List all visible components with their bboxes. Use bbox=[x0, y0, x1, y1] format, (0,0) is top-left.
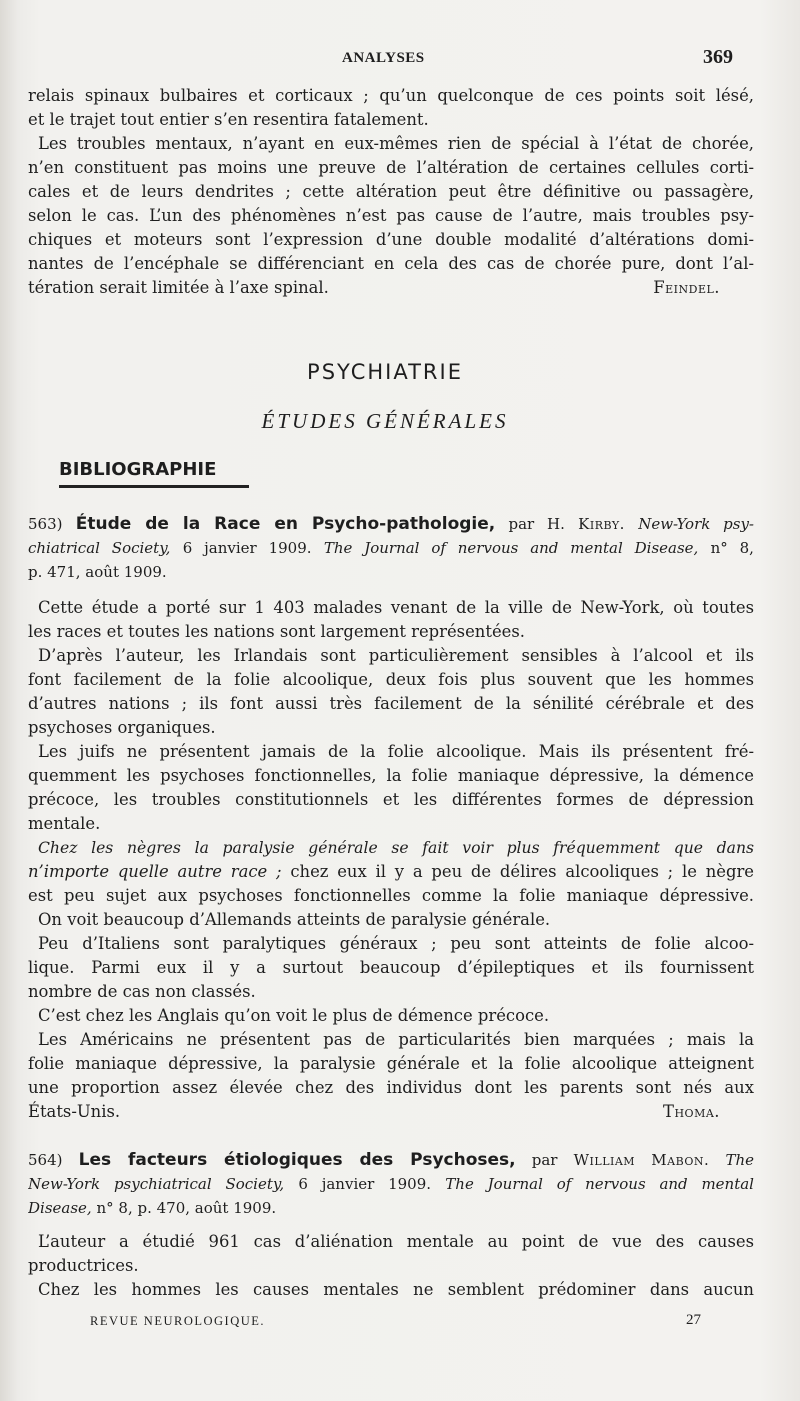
signature-mark: 27 bbox=[686, 1312, 701, 1328]
text-line: Les troubles mentaux, n’ayant en eux-mêmes rien de spécial à l’état de chorée, bbox=[38, 134, 754, 153]
running-title: ANALYSES bbox=[342, 50, 425, 66]
entry-society: chiatrical Society, bbox=[28, 539, 171, 557]
entry-563 bbox=[28, 512, 754, 1124]
text-line: mentale. bbox=[28, 814, 101, 833]
entry-journal-article: The bbox=[725, 1151, 754, 1169]
text-line: Peu d’Italiens sont paralytiques généraux ; peu sont atteints de folie alcoo- bbox=[38, 934, 754, 953]
text-line: D’après l’auteur, les Irlandais sont particulièrement sensibles à l’alcool et ils bbox=[38, 646, 754, 665]
entry-by: par bbox=[531, 1151, 558, 1169]
text-fragment: tération serait limitée à l’axe spinal. bbox=[28, 278, 329, 297]
entry-citation-line bbox=[28, 536, 754, 560]
text-line: lique. Parmi eux il y a surtout beaucoup d’épileptiques et ils fournissent bbox=[28, 958, 754, 977]
text-line: selon le cas. L’un des phénomènes n’est pas cause de l’autre, mais troubles psy- bbox=[28, 206, 754, 225]
entry-heading-line bbox=[28, 512, 754, 536]
entry-564 bbox=[28, 1148, 754, 1302]
text-line-with-signature bbox=[28, 276, 754, 300]
entry-journal: The Journal of nervous and mental Disease, bbox=[323, 539, 699, 557]
page-number: 369 bbox=[703, 46, 733, 68]
entry-number: 564) bbox=[28, 1151, 63, 1169]
text-line: On voit beaucoup d’Allemands atteints de paralysie générale. bbox=[38, 910, 551, 929]
text-line: précoce, les troubles constitutionnels et les différentes formes de dépression bbox=[28, 790, 754, 809]
entry-by: par H. bbox=[508, 515, 565, 533]
text-line: relais spinaux bulbaires et corticaux ; qu’un quelconque de ces points soit lésé, bbox=[28, 86, 754, 105]
text-line: font facilement de la folie alcoolique, deux fois plus souvent que les hommes bbox=[28, 670, 754, 689]
text-line: folie maniaque dépressive, la paralysie générale et la folie alcoolique atteignent bbox=[28, 1054, 754, 1073]
entry-journal: The Journal of nervous and mental bbox=[445, 1175, 754, 1193]
text-line: Les Américains ne présentent pas de particularités bien marquées ; mais la bbox=[38, 1030, 754, 1049]
text-line: est peu sujet aux psychoses fonctionnelles comme la folie maniaque dépressive. bbox=[28, 886, 754, 905]
text-line: les races et toutes les nations sont largement représentées. bbox=[28, 622, 525, 641]
text-line: cales et de leurs dendrites ; cette altération peut être définitive ou passagère, bbox=[28, 182, 754, 201]
text-line: Chez les hommes les causes mentales ne semblent prédominer dans aucun bbox=[38, 1280, 754, 1299]
text-line: et le trajet tout entier s’en resentira fatalement. bbox=[28, 110, 429, 129]
text-line: psychoses organiques. bbox=[28, 718, 216, 737]
entry-citation-line bbox=[28, 1172, 754, 1196]
text-line: une proportion assez élevée chez des individus dont les parents sont nés aux bbox=[28, 1078, 754, 1097]
text-fragment: États-Unis. bbox=[28, 1102, 121, 1121]
text-line: L’auteur a étudié 961 cas d’aliénation mentale au point de vue des causes bbox=[38, 1232, 754, 1251]
entry-date: 6 janvier 1909. bbox=[298, 1175, 432, 1193]
entry-author: William Mabon. bbox=[573, 1151, 710, 1169]
entry-title: Les facteurs étiologiques des Psychoses, bbox=[78, 1150, 516, 1170]
author-signature: Thoma. bbox=[663, 1102, 720, 1121]
text-line: quemment les psychoses fonctionnelles, la folie maniaque dépressive, la démence bbox=[28, 766, 754, 785]
entry-number: 563) bbox=[28, 515, 63, 533]
entry-pages: n° 8, p. 470, août 1909. bbox=[96, 1199, 277, 1217]
entry-journal: Disease, bbox=[28, 1199, 92, 1217]
entry-date: 6 janvier 1909. bbox=[182, 539, 312, 557]
text-line: nombre de cas non classés. bbox=[28, 982, 256, 1001]
author-signature: Feindel. bbox=[653, 278, 720, 297]
intro-paragraphs bbox=[28, 84, 754, 300]
entry-society: New-York psy- bbox=[638, 515, 754, 533]
page-header bbox=[0, 46, 800, 76]
entry-pages: p. 471, août 1909. bbox=[28, 563, 167, 581]
text-line-with-signature bbox=[28, 1100, 754, 1124]
section-title: PSYCHIATRIE bbox=[307, 360, 463, 384]
journal-name: REVUE NEUROLOGIQUE. bbox=[90, 1314, 266, 1328]
bibliography-heading: BIBLIOGRAPHIE bbox=[59, 459, 249, 488]
text-line: Chez les nègres la paralysie générale se fait voir plus fréquemment que dans bbox=[38, 839, 754, 857]
text-line: nantes de l’encéphale se différenciant en cela des cas de chorée pure, dont l’al- bbox=[28, 254, 754, 273]
entry-pages-line bbox=[28, 1196, 754, 1220]
text-line: C’est chez les Anglais qu’on voit le plus de démence précoce. bbox=[38, 1006, 550, 1025]
entry-author: Kirby. bbox=[578, 515, 625, 533]
text-fragment: chez eux il y a peu de délires alcooliques ; le nègre bbox=[290, 862, 754, 881]
text-line bbox=[28, 860, 754, 884]
text-line: Cette étude a porté sur 1 403 malades venant de la ville de New-York, où toutes bbox=[38, 598, 754, 617]
text-line: Les juifs ne présentent jamais de la folie alcoolique. Mais ils présentent fré- bbox=[38, 742, 754, 761]
entry-society: New-York psychiatrical Society, bbox=[28, 1175, 285, 1193]
subsection-title: ÉTUDES GÉNÉRALES bbox=[261, 409, 509, 433]
text-line: chiques et moteurs sont l’expression d’une double modalité d’altérations domi- bbox=[28, 230, 754, 249]
text-line: productrices. bbox=[28, 1256, 139, 1275]
text-line: n’en constituent pas moins une preuve de l’altération de certaines cellules corti- bbox=[28, 158, 754, 177]
text-fragment: n’importe quelle autre race ; bbox=[28, 862, 282, 881]
entry-title: Étude de la Race en Psycho-pathologie, bbox=[75, 514, 496, 534]
entry-heading-line bbox=[28, 1148, 754, 1172]
text-line: d’autres nations ; ils font aussi très facilement de la sénilité cérébrale et des bbox=[28, 694, 754, 713]
entry-issue: n° 8, bbox=[710, 539, 754, 557]
